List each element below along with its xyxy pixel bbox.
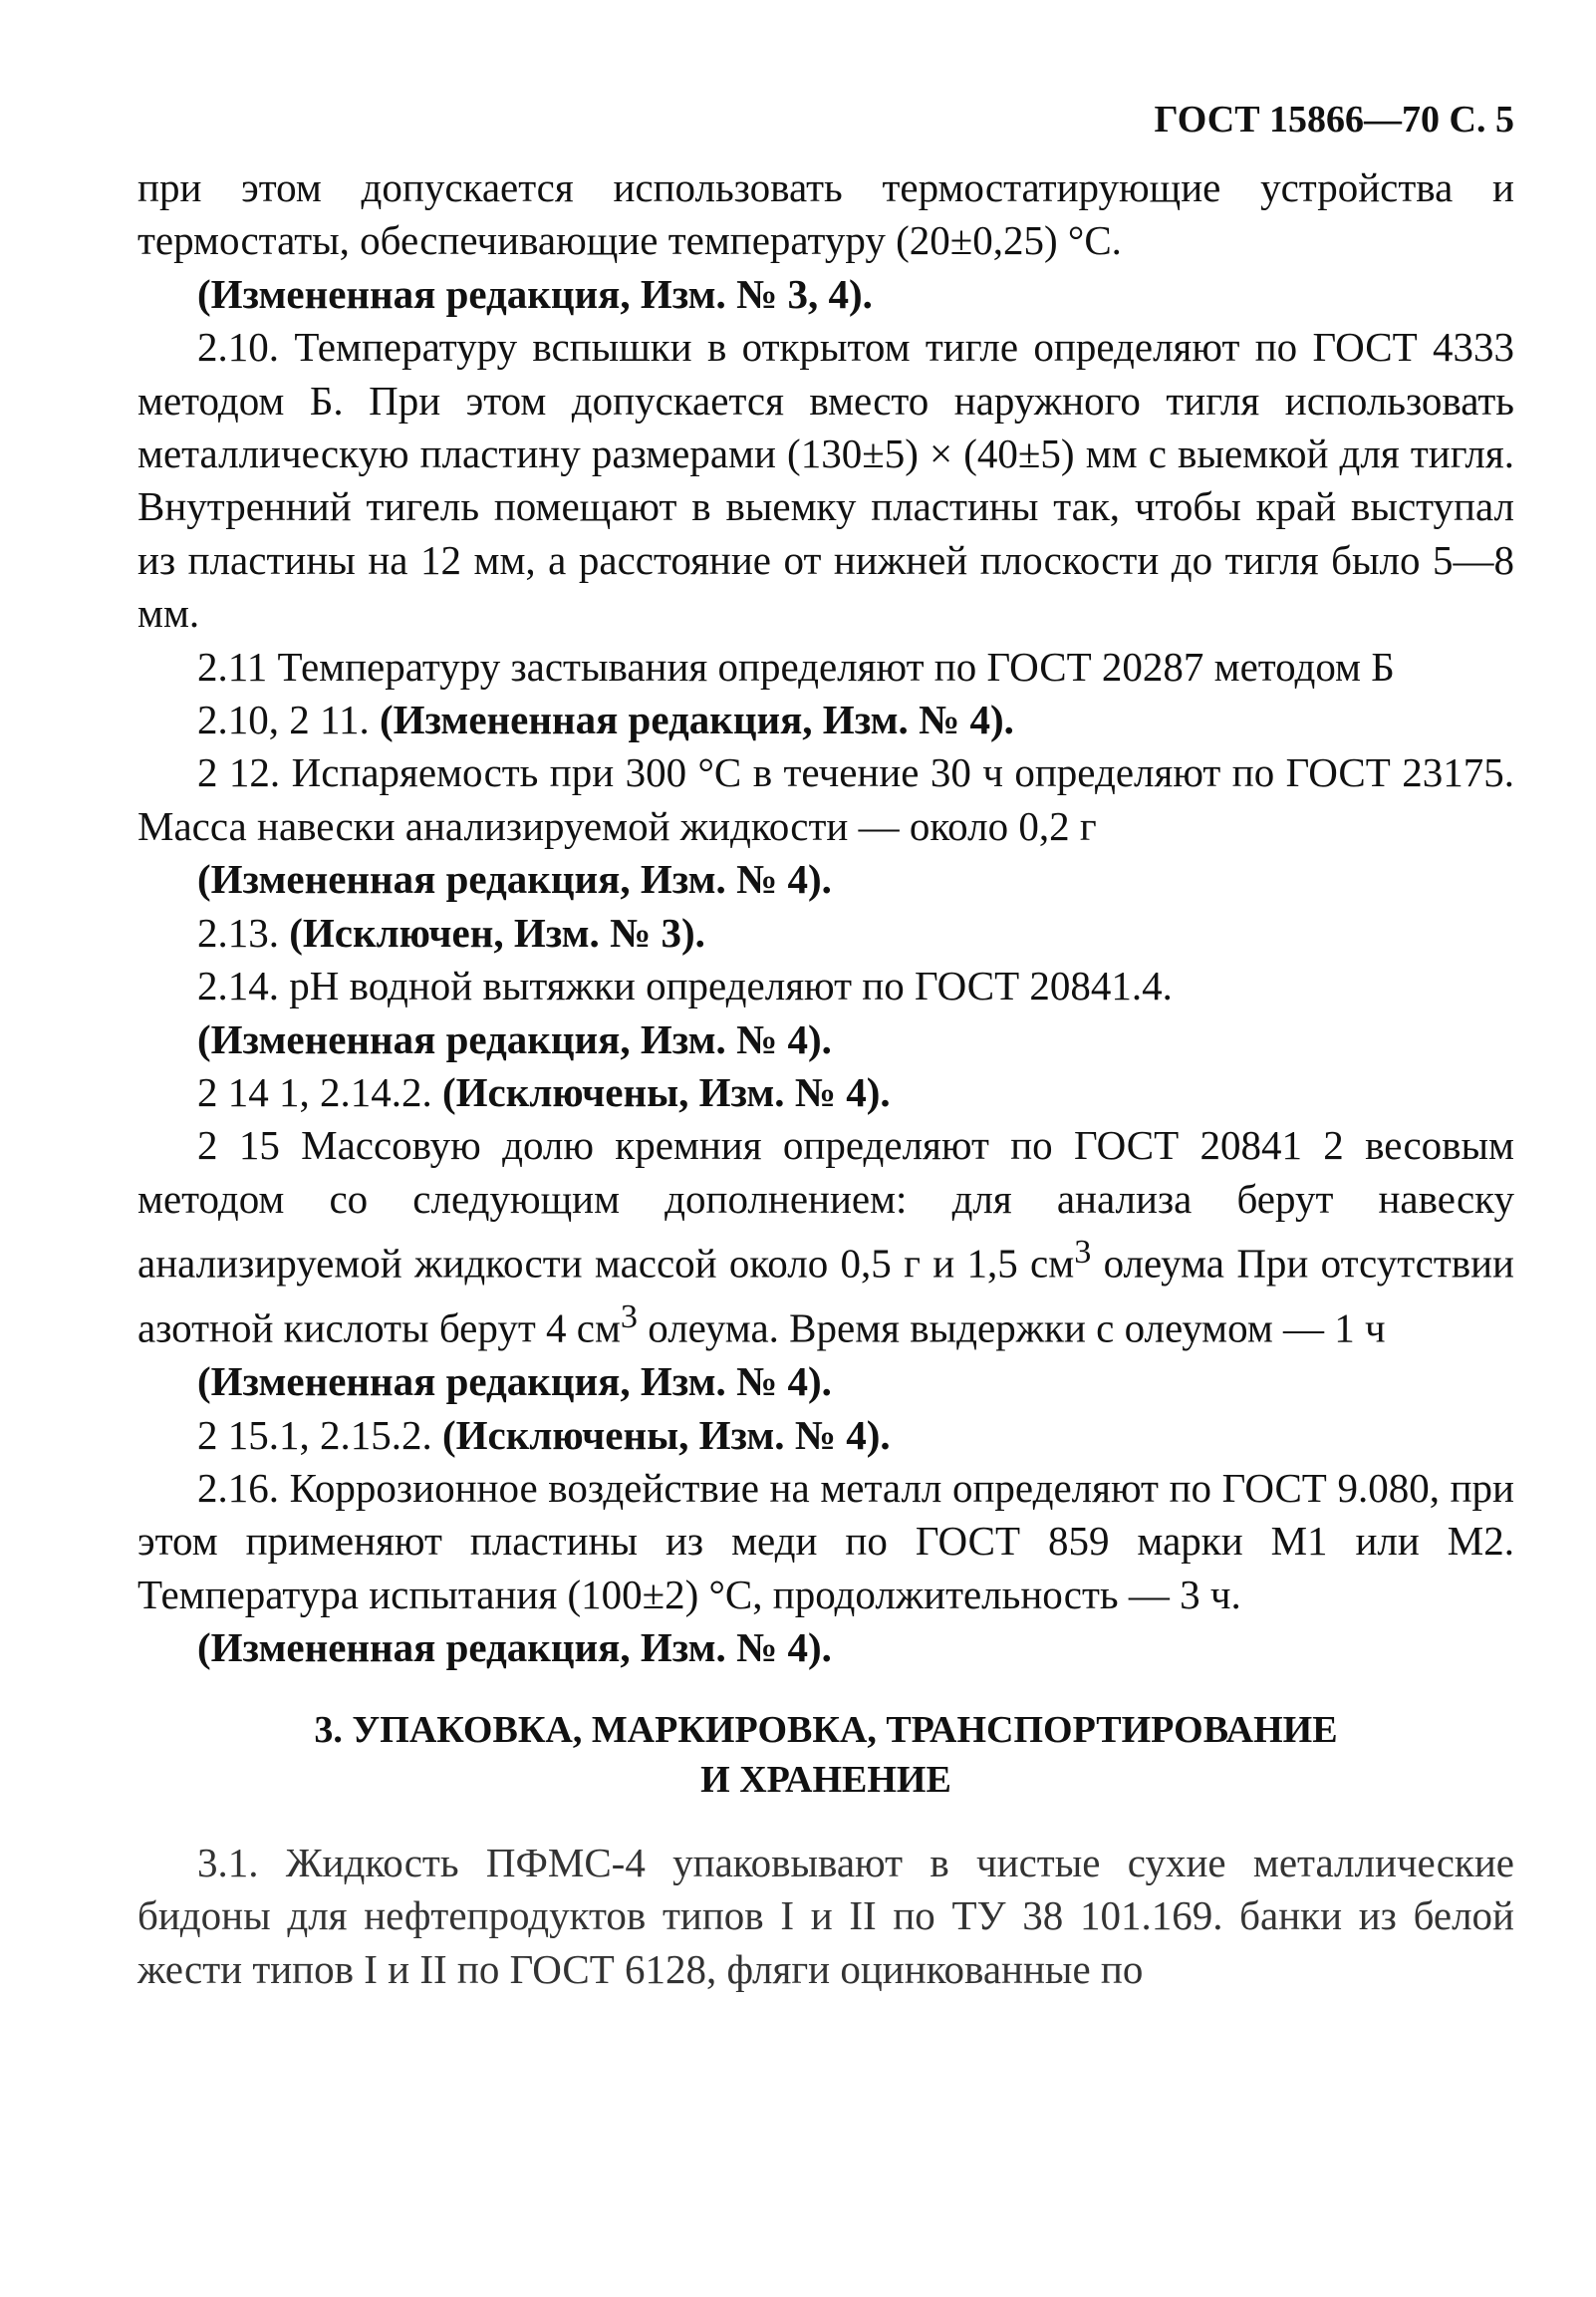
paragraph-2-10: 2.10. Температуру вспышки в открытом тигле определяют по ГОСТ 4333 методом Б. При этом допускается вместо наружного тигля использовать металлическую пластину размерами (130±5) × (40±5) мм с выемкой для тигля. Внутренний тигель помещают в выемку пластины так, чтобы край выступал из пластины на 12 мм, а расстояние от нижней плоскости до тигля было 5—8 мм. [137,324,1514,637]
clause-reference: 2 14 1, 2.14.2. [197,1068,432,1115]
paragraph-2-13 [137,907,1514,960]
paragraph-2-15-text-start: 2 15 Массовую долю кремния определяют по ГОСТ 20841 2 весовым методом со следующим дополнением: для анализа берут навеску анализируемой жидкости массой около 0,5 г и 1,5 см [137,1122,1514,1287]
amendment-note: (Измененная редакция, Изм. № 4). [197,1015,832,1062]
exclusion-note: (Исключены, Изм. № 4). [442,1068,891,1115]
amendment-note: (Измененная редакция, Изм. № 4). [197,1358,832,1405]
amendment-note: (Измененная редакция, Изм. № 4). [197,856,832,903]
paragraph-2-12: 2 12. Испаряемость при 300 °С в течение 30 ч определяют по ГОСТ 23175. Масса навески анализируемой жидкости — около 0,2 г [137,749,1514,849]
paragraph-3-1: 3.1. Жидкость ПФМС-4 упаковывают в чистые сухие металлические бидоны для нефтепродуктов типов I и II по ТУ 38 101.169. банки из белой жести типов I и II по ГОСТ 6128, фляги оцинкованные по [137,1839,1514,1992]
paragraph-2-15-subclauses [137,1409,1514,1462]
paragraph-2-15-text-middle: олеума При отсутствии азотной кислоты берут 4 см [137,1240,1514,1351]
paragraph-2-15 [137,1119,1514,1355]
clause-reference: 2 15.1, 2.15.2. [197,1411,432,1458]
paragraph-2-14-subclauses [137,1066,1514,1119]
clause-reference: 2.10, 2 11. [197,697,370,743]
paragraph-2-14: 2.14. рН водной вытяжки определяют по ГОСТ 20841.4. [197,963,1173,1009]
paragraph-2-16: 2.16. Коррозионное воздействие на металл определяют по ГОСТ 9.080, при этом применяют пластины из меди по ГОСТ 859 марки М1 или М2. Температура испытания (100±2) °С, продолжительность — 3 ч. [137,1465,1514,1617]
paragraph-2-11: 2.11 Температуру застывания определяют по ГОСТ 20287 методом Б [197,643,1395,690]
paragraph-2-10-2-11-amendment [137,694,1514,746]
section-title-line: И ХРАНЕНИЕ [700,1758,951,1801]
running-header: ГОСТ 15866—70 С. 5 [1154,99,1514,141]
superscript-exponent: 3 [620,1298,638,1336]
document-page [137,96,1514,1996]
amendment-note: (Измененная редакция, Изм. № 3, 4). [197,270,873,317]
superscript-exponent: 3 [1074,1234,1092,1272]
clause-reference: 2.13. [197,909,279,956]
body-text [137,161,1514,1996]
amendment-note: (Измененная редакция, Изм. № 4). [197,1624,832,1671]
paragraph-continuation: при этом допускается использовать термостатирующие устройства и термостаты, обеспечивающие температуру (20±0,25) °С. [137,164,1514,264]
exclusion-note: (Исключен, Изм. № 3). [289,909,705,956]
paragraph-2-15-text-end: олеума. Время выдержки с олеумом — 1 ч [637,1304,1386,1351]
section-3-heading [137,1705,1514,1805]
amendment-note: (Измененная редакция, Изм. № 4). [379,697,1014,743]
exclusion-note: (Исключены, Изм. № 4). [442,1411,891,1458]
section-title-line: 3. УПАКОВКА, МАРКИРОВКА, ТРАНСПОРТИРОВАНИЕ [314,1708,1338,1751]
